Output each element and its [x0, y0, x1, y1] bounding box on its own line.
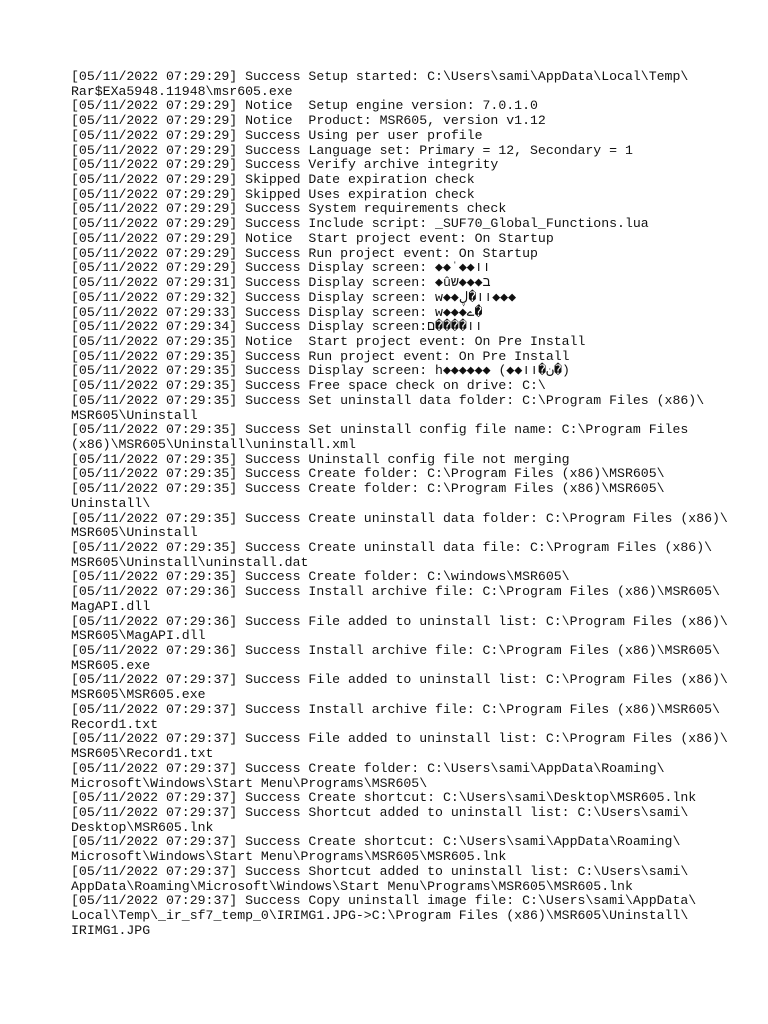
- log-line: Rar$EXa5948.11948\msr605.exe: [71, 83, 293, 99]
- log-line: Microsoft\Windows\Start Menu\Programs\MSR605\: [71, 775, 428, 791]
- log-line: [05/11/2022 07:29:35] Success Create folder: C:\Program Files (x86)\MSR605\: [71, 481, 665, 497]
- log-line: [05/11/2022 07:29:29] Skipped Uses expiration check: [71, 186, 475, 202]
- log-line: [05/11/2022 07:29:35] Notice Start project event: On Pre Install: [71, 333, 586, 349]
- log-line: [05/11/2022 07:29:37] Success File added to uninstall list: C:\Program Files (x86)\: [71, 731, 728, 747]
- log-line: [05/11/2022 07:29:31] Success Display screen: ◆ûב◆◆◆ש: [71, 275, 491, 291]
- log-line: [05/11/2022 07:29:35] Success Create folder: C:\windows\MSR605\: [71, 569, 570, 585]
- log-line: [05/11/2022 07:29:35] Success Uninstall config file not merging: [71, 451, 570, 467]
- log-line: [05/11/2022 07:29:35] Success Display screen: h◆◆◆◆◆◆ (◆◆ن�וו�): [71, 363, 570, 379]
- log-line: [05/11/2022 07:29:29] Success Using per user profile: [71, 127, 483, 143]
- log-line: [05/11/2022 07:29:35] Success Set uninstall config file name: C:\Program Files: [71, 422, 689, 438]
- log-line: [05/11/2022 07:29:33] Success Display screen: w◆◆◆ے�ُ: [71, 304, 483, 320]
- log-line: [05/11/2022 07:29:29] Notice Start project event: On Startup: [71, 230, 554, 246]
- log-line: MSR605\Uninstall: [71, 525, 198, 541]
- log-line: MagAPI.dll: [71, 598, 151, 614]
- log-line: Uninstall\: [71, 495, 151, 511]
- log-line: [05/11/2022 07:29:29] Notice Product: MSR605, version v1.12: [71, 113, 546, 129]
- log-line: [05/11/2022 07:29:29] Success Setup started: C:\Users\sami\AppData\Local\Temp\: [71, 69, 689, 84]
- log-line: [05/11/2022 07:29:37] Success Shortcut added to uninstall list: C:\Users\sami\: [71, 863, 689, 879]
- log-line: [05/11/2022 07:29:29] Skipped Date expiration check: [71, 172, 475, 188]
- log-line: [05/11/2022 07:29:37] Success Create folder: C:\Users\sami\AppData\Roaming\: [71, 760, 665, 776]
- log-line: [05/11/2022 07:29:36] Success Install archive file: C:\Program Files (x86)\MSR605\: [71, 584, 720, 600]
- log-line: [05/11/2022 07:29:29] Notice Setup engine version: 7.0.1.0: [71, 98, 538, 114]
- log-line: [05/11/2022 07:29:29] Success Include script: _SUF70_Global_Functions.lua: [71, 216, 649, 232]
- log-line: IRIMG1.JPG: [71, 922, 151, 938]
- log-line: MSR605\Uninstall\uninstall.dat: [71, 554, 309, 570]
- log-line: [05/11/2022 07:29:29] Success Display screen: ◆◆ˈ◆◆וו: [71, 260, 491, 276]
- log-line: Desktop\MSR605.lnk: [71, 819, 214, 835]
- log-line: MSR605\MSR605.exe: [71, 687, 206, 703]
- log-line: [05/11/2022 07:29:35] Success Run project event: On Pre Install: [71, 348, 570, 364]
- log-line: MSR605\Record1.txt: [71, 746, 214, 762]
- log-line: [05/11/2022 07:29:37] Success File added to uninstall list: C:\Program Files (x86)\: [71, 672, 728, 688]
- log-line: [05/11/2022 07:29:35] Success Set uninstall data folder: C:\Program Files (x86)\: [71, 392, 705, 408]
- log-line: [05/11/2022 07:29:35] Success Create folder: C:\Program Files (x86)\MSR605\: [71, 466, 665, 482]
- log-line: MSR605\Uninstall: [71, 407, 198, 423]
- log-line: [05/11/2022 07:29:29] Success Language set: Primary = 12, Secondary = 1: [71, 142, 633, 158]
- log-line: AppData\Roaming\Microsoft\Windows\Start Menu\Programs\MSR605\MSR605.lnk: [71, 878, 633, 894]
- log-line: [05/11/2022 07:29:35] Success Create uninstall data file: C:\Program Files (x86)\: [71, 540, 713, 555]
- log-line: [05/11/2022 07:29:36] Success File added to uninstall list: C:\Program Files (x86)\: [71, 613, 728, 629]
- log-line: [05/11/2022 07:29:35] Success Free space check on drive: C:\: [71, 378, 546, 394]
- log-line: Record1.txt: [71, 716, 159, 732]
- log-line: [05/11/2022 07:29:35] Success Create uninstall data folder: C:\Program Files (x86)\: [71, 510, 728, 526]
- log-line: MSR605\MagAPI.dll: [71, 628, 206, 644]
- log-line: [05/11/2022 07:29:29] Success Verify archive integrity: [71, 157, 499, 173]
- log-line: (x86)\MSR605\Uninstall\uninstall.xml: [71, 436, 356, 452]
- log-line: MSR605.exe: [71, 657, 151, 673]
- log-line: [05/11/2022 07:29:36] Success Install archive file: C:\Program Files (x86)\MSR605\: [71, 643, 720, 659]
- log-line: [05/11/2022 07:29:37] Success Copy uninstall image file: C:\Users\sami\AppData\: [71, 893, 697, 909]
- log-line: [05/11/2022 07:29:37] Success Create shortcut: C:\Users\sami\Desktop\MSR605.lnk: [71, 790, 697, 806]
- log-line: [05/11/2022 07:29:29] Success System requirements check: [71, 201, 507, 217]
- log-line: Local\Temp\_ir_sf7_temp_0\IRIMG1.JPG->C:\Program Files (x86)\MSR605\Uninstall\: [71, 907, 689, 923]
- install-log-text: [71, 69, 728, 938]
- log-line: [05/11/2022 07:29:37] Success Install archive file: C:\Program Files (x86)\MSR605\: [71, 701, 720, 717]
- log-line: [05/11/2022 07:29:32] Success Display screen: w◆◆וו�ڸ◆◆◆: [71, 289, 517, 305]
- log-line: [05/11/2022 07:29:34] Success Display screen:וו����ם: [71, 319, 483, 335]
- log-line: [05/11/2022 07:29:37] Success Shortcut added to uninstall list: C:\Users\sami\: [71, 804, 689, 820]
- log-line: [05/11/2022 07:29:37] Success Create shortcut: C:\Users\sami\AppData\Roaming\: [71, 834, 681, 850]
- log-line: [05/11/2022 07:29:29] Success Run project event: On Startup: [71, 245, 538, 261]
- log-line: Microsoft\Windows\Start Menu\Programs\MSR605\MSR605.lnk: [71, 849, 507, 865]
